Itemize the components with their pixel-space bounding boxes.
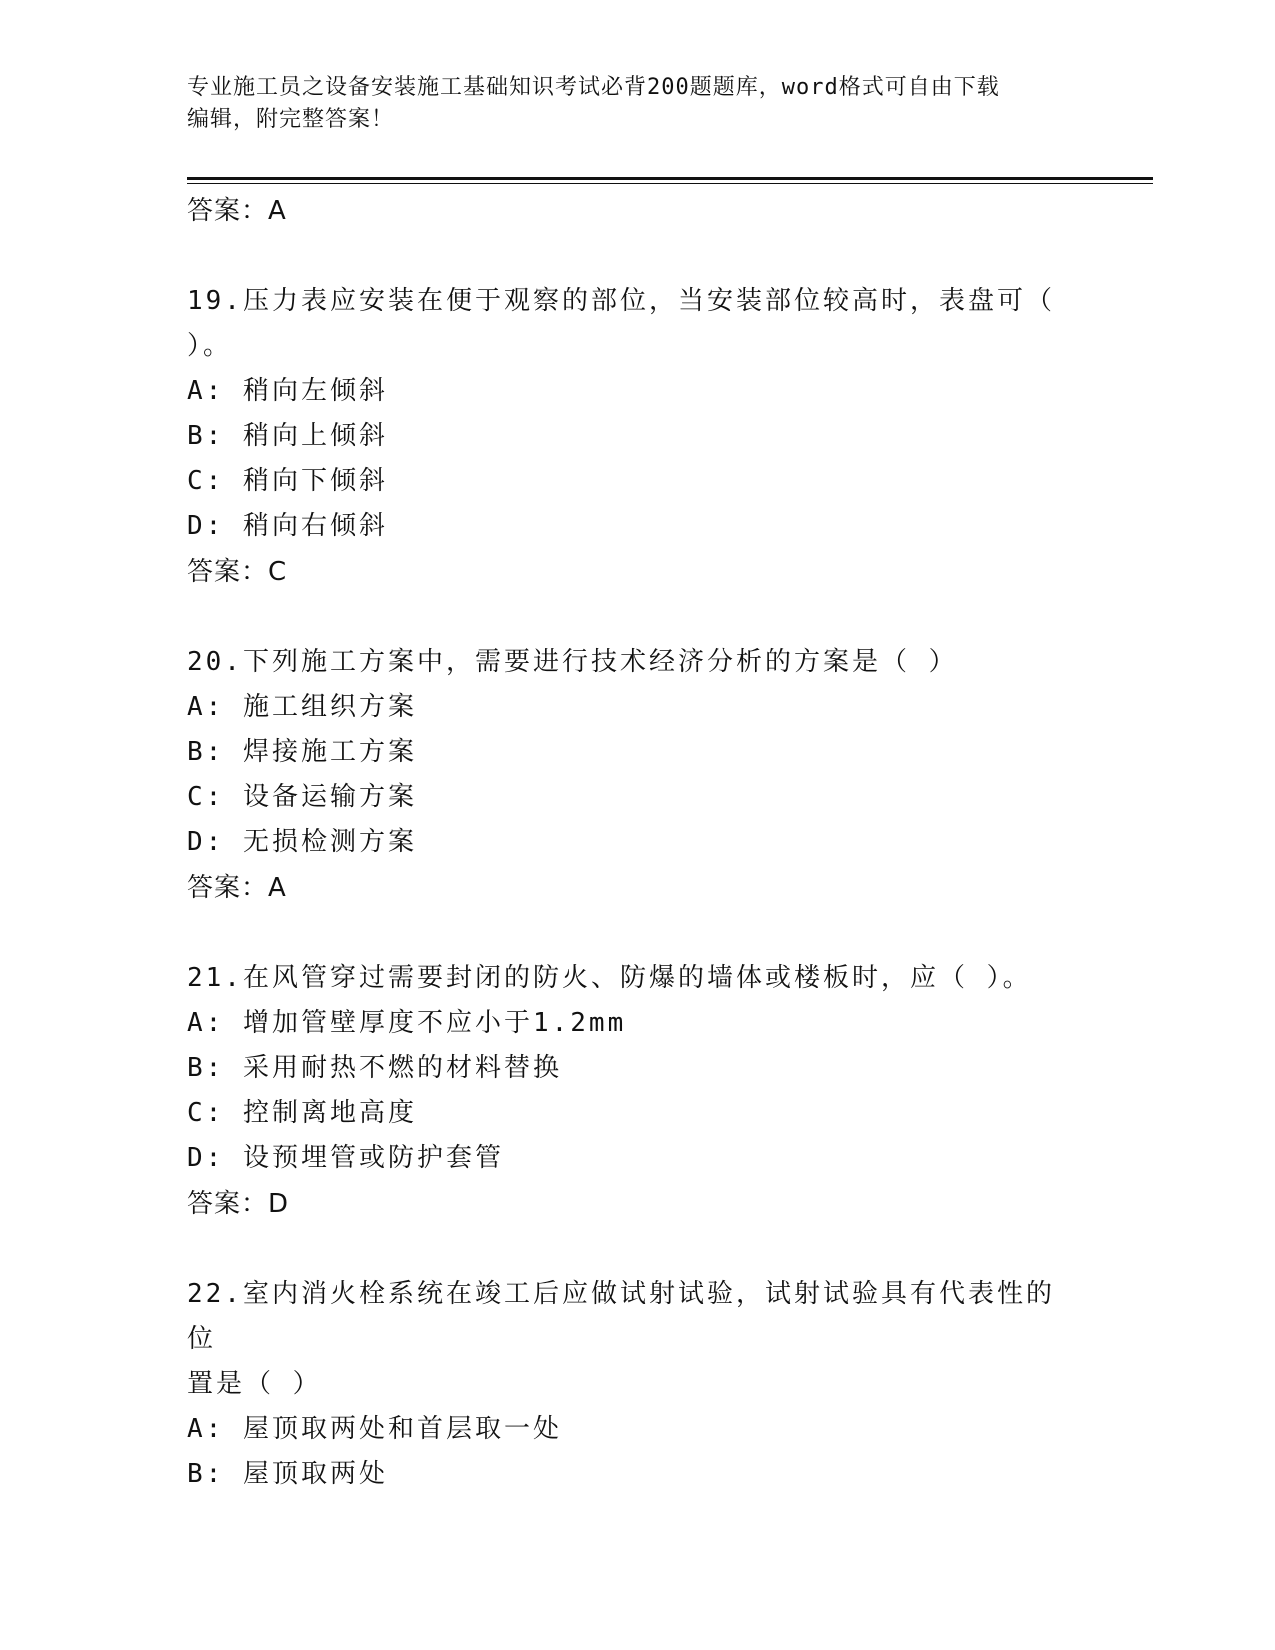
question-text: 20.下列施工方案中，需要进行技术经济分析的方案是（ ） xyxy=(187,647,958,677)
answer-line: 答案：C xyxy=(187,557,288,587)
question-text-continued: 置是（ ） xyxy=(187,1369,322,1399)
question-19 xyxy=(187,279,1077,595)
option-b: B: 屋顶取两处 xyxy=(187,1459,388,1489)
option-a: A: 稍向左倾斜 xyxy=(187,376,388,406)
question-21 xyxy=(187,956,1077,1227)
question-text-continued: ）。 xyxy=(187,331,233,361)
option-d: D: 无损检测方案 xyxy=(187,827,417,857)
question-20 xyxy=(187,640,1077,911)
header-title-line-2: 编辑，附完整答案！ xyxy=(187,107,395,132)
question-22 xyxy=(187,1272,1077,1497)
answer-line: 答案：A xyxy=(187,873,287,903)
option-a: A: 增加管壁厚度不应小于1.2mm xyxy=(187,1008,627,1038)
option-d: D: 稍向右倾斜 xyxy=(187,511,388,541)
option-b: B: 稍向上倾斜 xyxy=(187,421,388,451)
option-b: B: 焊接施工方案 xyxy=(187,737,417,767)
question-text: 22.室内消火栓系统在竣工后应做试射试验，试射试验具有代表性的位 xyxy=(187,1279,1055,1354)
question-list xyxy=(187,188,1077,1497)
question-text: 19.压力表应安装在便于观察的部位，当安装部位较高时，表盘可（ xyxy=(187,286,1055,316)
option-d: D: 设预埋管或防护套管 xyxy=(187,1143,504,1173)
header-divider-thick xyxy=(187,177,1153,180)
option-c: C: 稍向下倾斜 xyxy=(187,466,388,496)
option-b: B: 采用耐热不燃的材料替换 xyxy=(187,1053,562,1083)
header-title-line-1: 专业施工员之设备安装施工基础知识考试必背200题题库，word格式可自由下载 xyxy=(187,75,1000,100)
page-header xyxy=(187,72,1087,136)
header-divider-thin xyxy=(187,183,1153,184)
question-text: 21.在风管穿过需要封闭的防火、防爆的墙体或楼板时，应（ ）。 xyxy=(187,963,1032,993)
option-c: C: 设备运输方案 xyxy=(187,782,417,812)
option-a: A: 屋顶取两处和首层取一处 xyxy=(187,1414,562,1444)
option-c: C: 控制离地高度 xyxy=(187,1098,417,1128)
answer-line: 答案：D xyxy=(187,1189,290,1219)
answer-line: 答案：A xyxy=(187,196,287,226)
option-a: A: 施工组织方案 xyxy=(187,692,417,722)
